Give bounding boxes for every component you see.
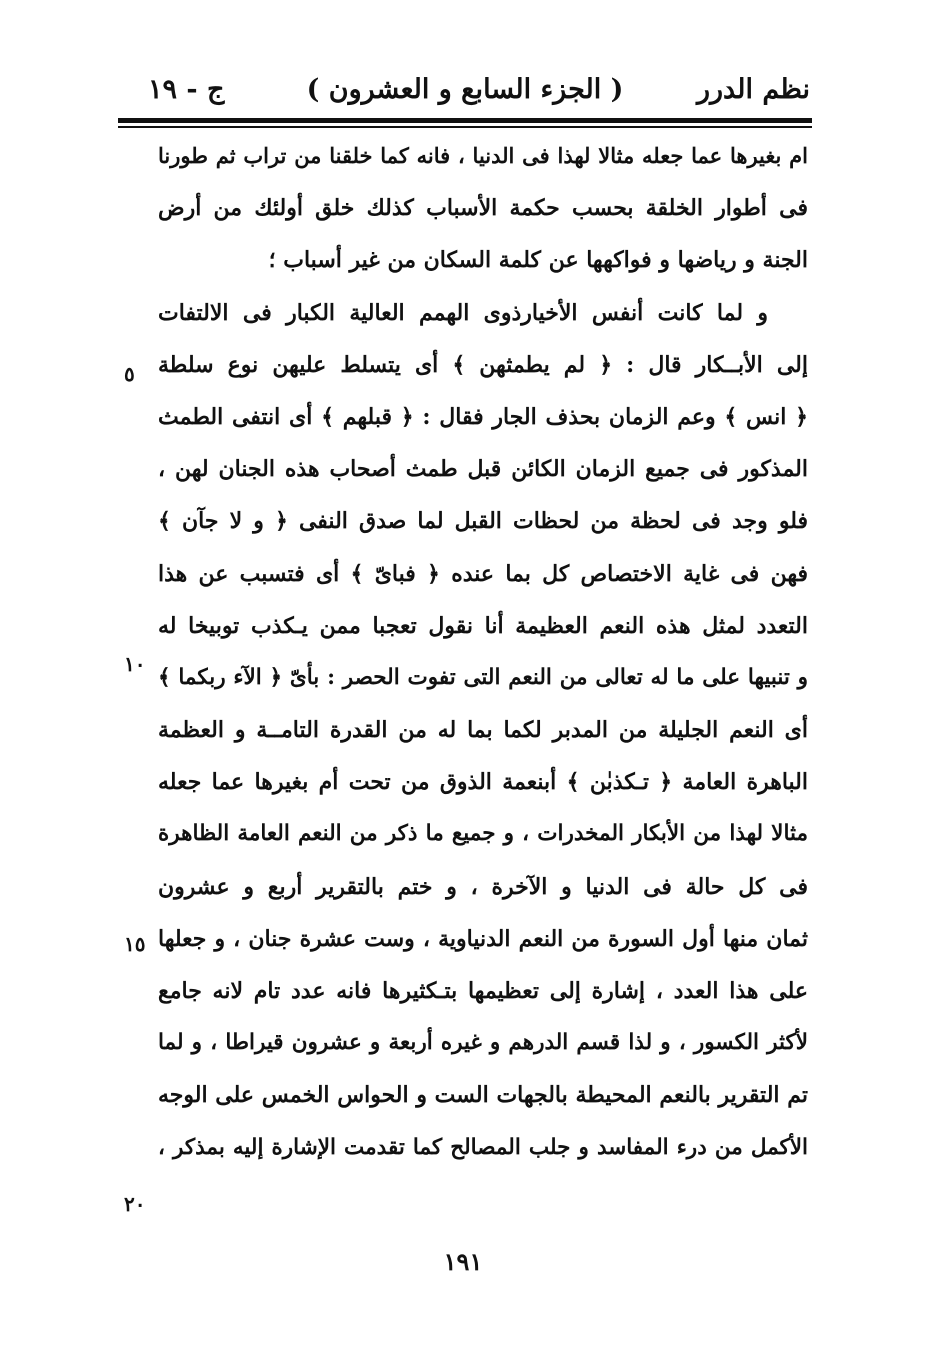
part-title: ( الجزء السابع و العشرون ) [306,74,624,105]
text-line: الأكمل من درء المفاسد و جلب المصالح كما تقدمت الإشارة إليه بمذكر ، [158,1134,808,1160]
text-line: ﴿ انس ﴾ وعم الزمان بحذف الجار فقال : ﴿ قبلهم ﴾ أى انتفى الطمث [158,403,808,430]
header-rule-thick [118,118,812,123]
text-line: الجنة و رياضها و فواكهها عن كلمة السكان من غير أسباب ؛ [268,247,808,274]
text-line: ثمان منها أول السورة من النعم الدنياوية ، وست عشرة جنان ، و جعلها [158,925,808,952]
text-line: و تنبيها على ما له تعالى من النعم التى تفوت الحصر : بأىّ ﴿ الآء ربكما ﴾ [158,664,808,690]
text-line: المذكور فى جميع الزمان الكائن قبل طمث أصحاب هذه الجنان لهن ، [158,456,808,483]
text-line: ام بغيرها عما جعله مثالا لهذا فى الدنيا ، فانه كما خلقنا من تراب ثم طورنا [158,143,808,168]
text-line: تم التقرير بالنعم المحيطة بالجهات الست و الحواس الخمس على الوجه [158,1082,808,1109]
text-line: فى أطوار الخلقة بحسب حكمة الأسباب كذلك خلق أولئك من أرض [158,195,808,222]
line-number: ٥ [124,362,135,386]
text-line: إلى الأبــكار قال : ﴿ لم يطمثهن ﴾ أى يتسلط عليهن نوع سلطة [158,351,808,378]
running-header [120,66,810,116]
text-line: الباهرة العامة ﴿ تـكذبٰن ﴾ أبنعمة الذوق من تحت أم بغيرها عما جعله [158,769,808,796]
text-line: فى كل حالة فى الدنيا و الآخرة ، و ختم بالتقرير أربع و عشرون [158,873,808,900]
header-rule-thin [118,126,812,128]
text-line: لأكثر الكسور ، و لذا قسم الدرهم و غيره أربعة و عشرون قيراطا ، و لما [158,1030,808,1056]
line-number: ١٥ [124,932,146,956]
volume-number: ج - ١٩ [148,74,225,105]
text-line: مثالا لهذا من الأبكار المخدرات ، و جميع ما ذكر من النعم العامة الظاهرة [158,821,808,847]
book-title: نظم الدرر [696,74,810,105]
body-text [158,130,808,1174]
line-number: ٢٠ [124,1192,146,1216]
text-line: و لما كانت أنفس الأخيارذوى الهمم العالية الكبار فى الالتفات [158,299,768,326]
text-line: أى النعم الجليلة من المدبر لكما بما له من القدرة التامــة و العظمة [158,717,808,744]
line-number: ١٠ [124,652,146,676]
text-line: التعدد لمثل هذه النعم العظيمة أنا نقول تعجبا ممن يـكذب توبيخا له [158,612,808,639]
text-line: فلو وجد فى لحظة من لحظات القبل لما صدق النفى ﴿ و لا جآن ﴾ [158,508,808,535]
text-line: فهن فى غاية الاختصاص كل بما عنده ﴿ فباىّ ﴾ أى فتسبب عن هذا [158,560,808,587]
text-line: على هذا العدد ، إشارة إلى تعظيمها بتـكثيرها فانه عدد تام لانه جامع [158,978,808,1004]
page-number: ١٩١ [443,1247,483,1276]
